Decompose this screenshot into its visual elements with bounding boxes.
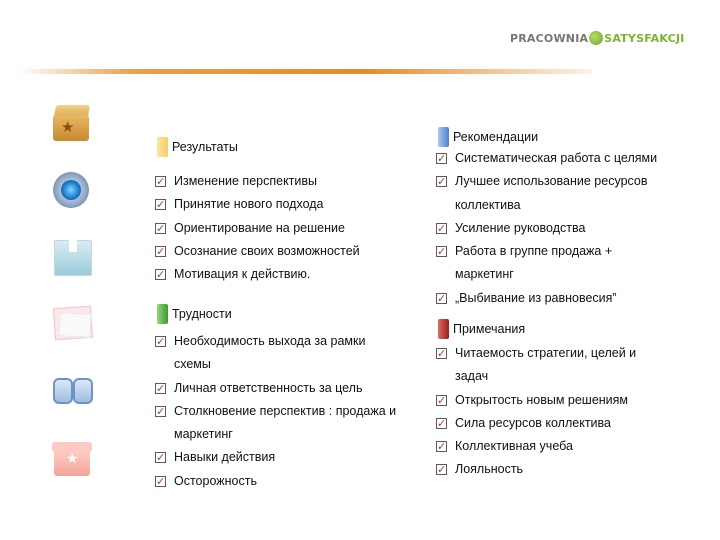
list-item: ✓ Столкновение перспектив : продажа и маркетинг [154, 400, 409, 447]
list-item: ✓ Ориентирование на решение [154, 217, 360, 240]
list-item: ✓ Изменение перспективы [154, 170, 360, 193]
section-title [438, 126, 538, 148]
book-icon [51, 238, 93, 276]
list-item: ✓ Лучшее использование ресурсов коллектива [435, 170, 670, 217]
checkbox-icon: ✓ [156, 199, 166, 212]
orange-divider [18, 69, 593, 74]
checkbox-icon: ✓ [437, 246, 447, 259]
checkbox-icon: ✓ [156, 475, 166, 488]
green-tab-icon [157, 304, 168, 324]
logo-circle-icon [589, 31, 603, 45]
logo-text-pracownia: PRACOWNIA [510, 31, 589, 45]
list-item: ✓ Личная ответственность за цель [154, 377, 409, 400]
list-item: ✓ „Выбивание из равновесия” [435, 287, 670, 310]
lens-icon [51, 172, 93, 210]
list-item: ✓ Принятие нового подхода [154, 193, 360, 216]
checkbox-icon: ✓ [156, 405, 166, 418]
results-list [154, 170, 360, 286]
list-item: ✓ Коллективная учеба [435, 435, 665, 458]
list-item: ✓ Читаемость стратегии, целей и задач [435, 342, 665, 389]
section-title [157, 136, 238, 158]
checkbox-icon: ✓ [156, 176, 166, 188]
list-item: ✓ Систематическая работа с целями [435, 147, 670, 170]
logo-text-satysfakcji: SATYSFAKCJI [604, 31, 685, 45]
checkbox-icon: ✓ [156, 452, 166, 465]
list-item: ✓ Навыки действия [154, 446, 409, 469]
checkbox-icon: ✓ [156, 336, 166, 348]
checkbox-icon: ✓ [437, 222, 447, 235]
checkbox-icon: ✓ [437, 394, 447, 407]
checkbox-icon: ✓ [156, 269, 166, 282]
list-item: ✓ Осторожность [154, 470, 409, 493]
notes-list [435, 342, 665, 482]
checkbox-icon: ✓ [437, 176, 447, 189]
list-item: ✓ Работа в группе продажа + маркетинг [435, 240, 670, 287]
section-notes [438, 318, 525, 340]
gift-icon: ★ [51, 440, 93, 478]
list-item: ✓ Осознание своих возможностей [154, 240, 360, 263]
list-item: ✓ Сила ресурсов коллектива [435, 412, 665, 435]
section-difficulties [157, 303, 232, 325]
checkbox-icon: ✓ [437, 348, 447, 360]
section-recommendations [438, 126, 538, 148]
list-item: ✓ Мотивация к действию. [154, 263, 360, 286]
difficulties-title: Трудности [172, 307, 232, 321]
papers-icon [51, 305, 93, 343]
checkbox-icon: ✓ [437, 153, 447, 165]
difficulties-list [154, 330, 409, 493]
section-title [438, 318, 525, 340]
section-title [157, 303, 232, 325]
recommendations-list [435, 147, 670, 310]
recommendations-title: Рекомендации [453, 130, 539, 144]
brand-logo [510, 31, 684, 45]
checkbox-icon: ✓ [437, 441, 447, 454]
blue-tab-icon [438, 127, 449, 147]
list-item: ✓ Необходимость выхода за рамки схемы [154, 330, 409, 377]
glasses-icon [51, 372, 93, 410]
results-title: Результаты [172, 140, 238, 154]
section-results [157, 136, 238, 158]
checkbox-icon: ✓ [437, 292, 447, 305]
checkbox-icon: ✓ [156, 245, 166, 258]
red-tab-icon [438, 319, 449, 339]
checkbox-icon: ✓ [437, 464, 447, 477]
checkbox-icon: ✓ [156, 222, 166, 235]
notes-title: Примечания [453, 322, 526, 336]
checkbox-icon: ✓ [437, 417, 447, 430]
list-item: ✓ Лояльность [435, 458, 665, 481]
list-item: ✓ Открытость новым решениям [435, 389, 665, 412]
checkbox-icon: ✓ [156, 382, 166, 395]
list-item: ✓ Усиление руководства [435, 217, 670, 240]
yellow-tab-icon [157, 137, 168, 157]
box-star-icon: ★ [51, 105, 93, 143]
